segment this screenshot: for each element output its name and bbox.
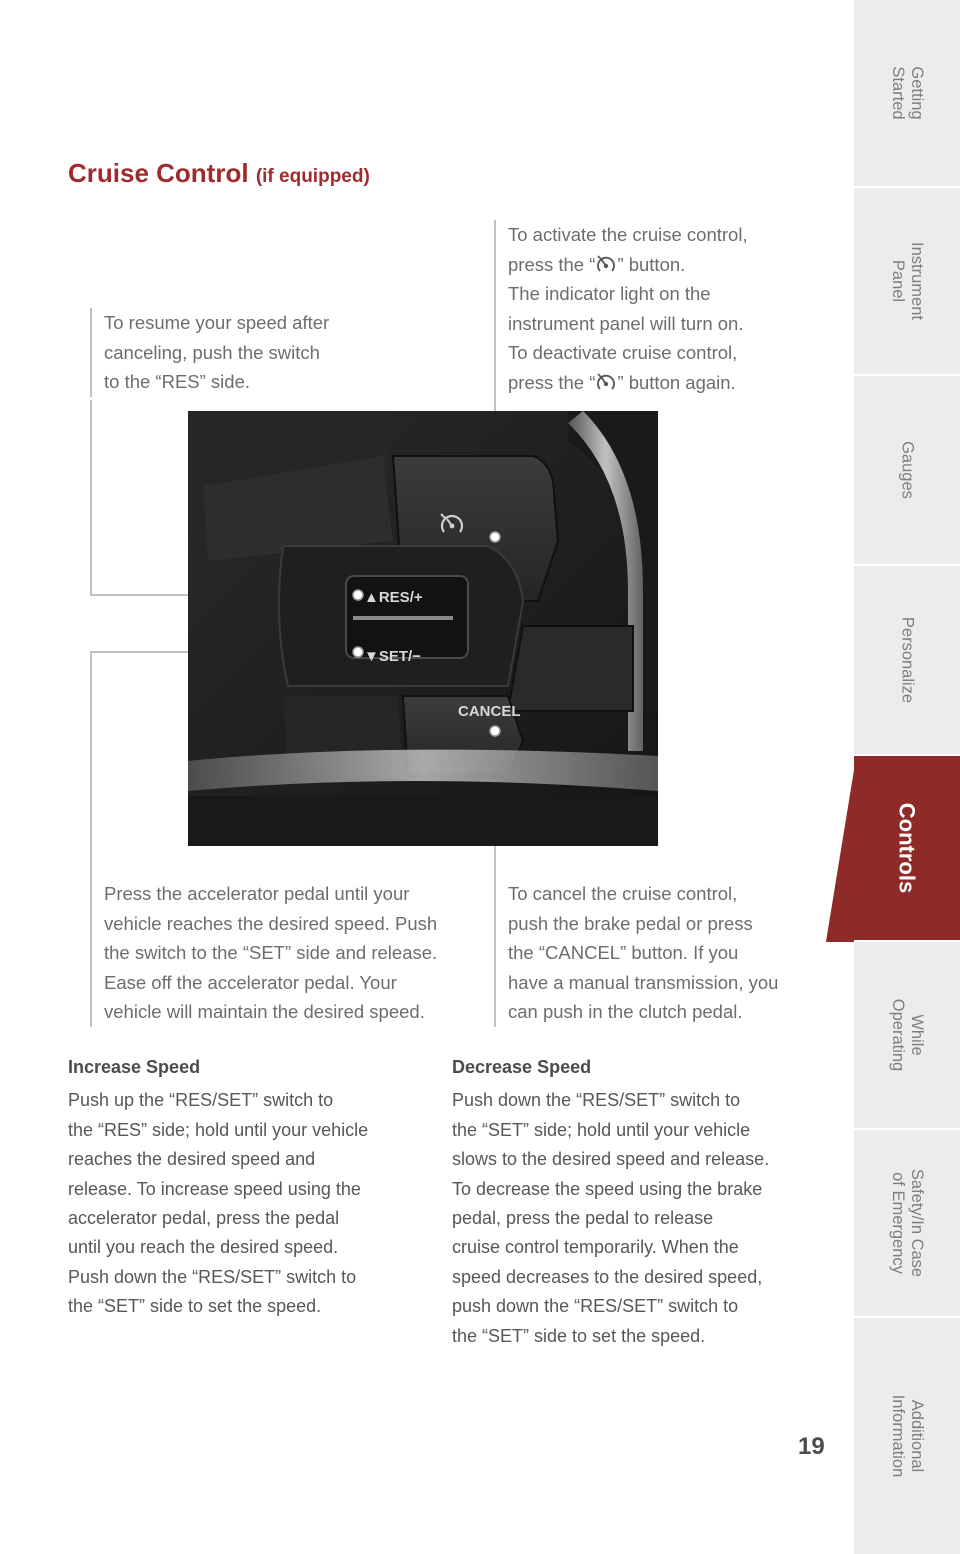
callout-text: press the “	[508, 371, 596, 393]
tab-label: Safety/In Case of Emergency	[889, 1168, 926, 1278]
callout-text: press the “	[508, 253, 596, 275]
callout-line: The indicator light on the	[508, 283, 711, 304]
callout-line: to the “RES” side.	[104, 371, 251, 392]
steering-wheel-illustration	[188, 411, 658, 846]
body-line: slows to the desired speed and release.	[452, 1149, 770, 1170]
tab-getting-started[interactable]	[854, 0, 960, 188]
tab-personalize[interactable]	[854, 566, 960, 756]
body-line: To decrease the speed using the brake	[452, 1178, 763, 1199]
increase-speed-section	[68, 1053, 408, 1322]
callout-line: the “CANCEL” button. If you	[508, 942, 739, 963]
callout-text: ” button again.	[617, 371, 736, 393]
body-line: speed decreases to the desired speed,	[452, 1266, 763, 1287]
steering-wheel-photo	[188, 411, 658, 846]
callout-line: have a manual transmission, you	[508, 971, 779, 993]
leader-line	[90, 651, 92, 881]
tab-label: Instrument Panel	[889, 242, 926, 320]
callout-line: can push in the clutch pedal.	[508, 1001, 743, 1022]
callout-line	[508, 250, 828, 280]
tab-instrument-panel[interactable]	[854, 188, 960, 376]
tab-gauges[interactable]	[854, 376, 960, 566]
body-line: until you reach the desired speed.	[68, 1237, 339, 1258]
body-line: the “SET” side; hold until your vehicle	[452, 1119, 751, 1140]
section-heading: Increase Speed	[68, 1057, 201, 1077]
callout-accelerator	[90, 879, 484, 1027]
tab-label: Getting Started	[889, 66, 926, 120]
callout-line: To deactivate cruise control,	[508, 342, 738, 363]
active-tab-wedge	[826, 758, 856, 942]
page-title-text: Cruise Control	[68, 158, 249, 188]
tab-controls[interactable]	[854, 756, 960, 942]
tab-safety-emergency[interactable]	[854, 1130, 960, 1318]
callout-line	[508, 368, 828, 398]
tab-label: Personalize	[898, 616, 917, 704]
body-line: release. To increase speed using the	[68, 1178, 361, 1199]
body-line: the “SET” side to set the speed.	[68, 1296, 322, 1317]
body-line: Push up the “RES/SET” switch to	[68, 1090, 334, 1111]
cancel-button-label: CANCEL	[458, 703, 521, 720]
callout-cancel	[494, 879, 838, 1027]
leader-line	[90, 400, 92, 595]
callout-resume	[90, 308, 404, 397]
tab-while-operating[interactable]	[854, 942, 960, 1130]
callout-line: the switch to the “SET” side and release.	[104, 942, 438, 963]
body-line: reaches the desired speed and	[68, 1149, 316, 1170]
page-number: 19	[798, 1433, 825, 1460]
section-tabs	[854, 0, 960, 1554]
body-line: Push down the “RES/SET” switch to	[68, 1266, 357, 1287]
tab-label: Gauges	[898, 441, 917, 499]
set-switch-label: ▼SET/−	[364, 648, 421, 665]
callout-line: push the brake pedal or press	[508, 912, 753, 934]
callout-activate	[494, 220, 828, 397]
tab-additional-information[interactable]	[854, 1318, 960, 1554]
res-switch-label: ▲RES/+	[364, 589, 423, 606]
body-line: the “RES” side; hold until your vehicle	[68, 1119, 369, 1140]
cruise-control-icon	[595, 254, 617, 276]
section-heading: Decrease Speed	[452, 1057, 592, 1077]
callout-line: Ease off the accelerator pedal. Your	[104, 971, 397, 993]
decrease-speed-section	[452, 1053, 792, 1351]
body-line: pedal, press the pedal to release	[452, 1208, 714, 1229]
body-line: cruise control temporarily. When the	[452, 1237, 739, 1258]
body-line: push down the “RES/SET” switch to	[452, 1296, 739, 1317]
body-line: accelerator pedal, press the pedal	[68, 1208, 340, 1229]
tab-label: Additional Information	[889, 1394, 926, 1478]
callout-line: vehicle reaches the desired speed. Push	[104, 912, 438, 934]
tab-label: While Operating	[889, 998, 926, 1072]
callout-line: To cancel the cruise control,	[508, 883, 738, 904]
callout-line: To resume your speed after	[104, 312, 330, 333]
callout-line: vehicle will maintain the desired speed.	[104, 1001, 425, 1022]
callout-line: instrument panel will turn on.	[508, 312, 744, 334]
page-title	[68, 158, 370, 189]
callout-text: ” button.	[617, 253, 686, 275]
tab-label: Controls	[894, 802, 920, 894]
callout-line: Press the accelerator pedal until your	[104, 883, 410, 904]
callout-line: canceling, push the switch	[104, 341, 320, 363]
page-title-suffix: (if equipped)	[255, 166, 370, 187]
body-line: the “SET” side to set the speed.	[452, 1325, 706, 1346]
cruise-control-icon	[595, 372, 617, 394]
callout-line: To activate the cruise control,	[508, 224, 748, 245]
body-line: Push down the “RES/SET” switch to	[452, 1090, 741, 1111]
